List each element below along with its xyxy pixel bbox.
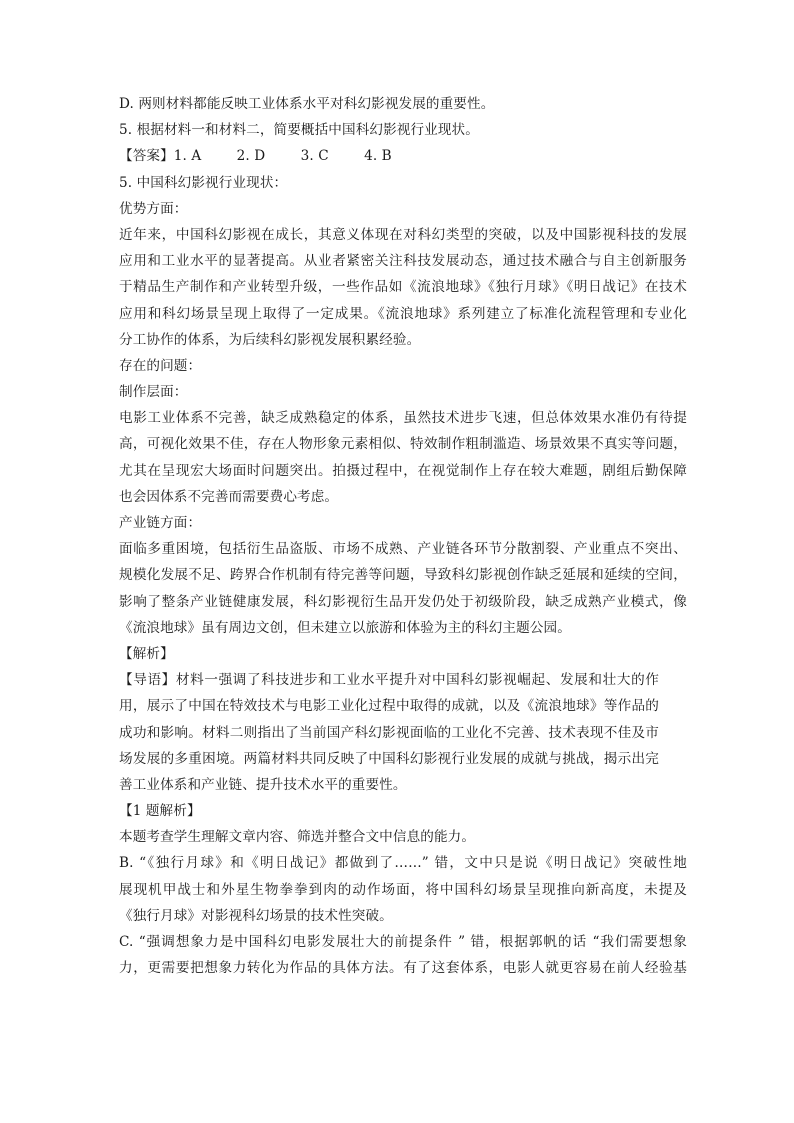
industry-chain-paragraph-line: 《流浪地球》虽有周边文创，但未建立以旅游和体验为主的科幻主题公园。: [119, 619, 571, 636]
industry-chain-paragraph-line: 面临多重困境，包括衍生品盗版、市场不成熟、产业链各环节分散割裂、产业重点不突出、: [119, 541, 687, 558]
document-body: [119, 91, 687, 981]
option-b-analysis-line: 《独行月球》对影视科幻场景的技术性突破。: [119, 907, 393, 924]
advantages-paragraph-line: 于精品生产制作和产业转型升级，一些作品如《流浪地球》《独行月球》《明日战记》在技术: [119, 279, 687, 296]
question-1-analysis-line: 本题考查学生理解文章内容、筛选并整合文中信息的能力。: [119, 829, 476, 846]
question-1-analysis-heading: 【1 题解析】: [119, 803, 201, 820]
option-c-analysis-line: 力，更需要把想象力转化为作品的具体方法。有了这套体系，电影人就更容易在前人经验基: [119, 960, 687, 977]
option-b-analysis-line: B. “《独行月球》和《明日战记》都做到了……” 错，文中只是说《明日战记》突破性地: [119, 855, 687, 872]
guide-paragraph-line: 用，展示了中国在特效技术与电影工业化过程中取得的成就，以及《流浪地球》等作品的: [119, 698, 659, 715]
industry-chain-heading: 产业链方面：: [119, 515, 202, 531]
answer-5-heading: 5. 中国科幻影视行业现状：: [119, 174, 288, 191]
industry-chain-paragraph-line: 影响了整条产业链健康发展，科幻影视衍生品开发仍处于初级阶段，缺乏成熟产业模式，像: [119, 593, 687, 610]
problems-heading: 存在的问题：: [119, 357, 202, 374]
advantages-paragraph-line: 近年来，中国科幻影视在成长，其意义体现在对科幻类型的突破，以及中国影视科技的发展: [119, 226, 687, 243]
question-5-line: 5. 根据材料一和材料二，简要概括中国科幻影视行业现状。: [119, 122, 479, 139]
production-heading: 制作层面：: [119, 384, 188, 401]
production-paragraph-line: 电影工业体系不完善，缺乏成熟稳定的体系，虽然技术进步飞速，但总体效果水准仍有待提: [119, 410, 687, 427]
guide-paragraph-line: 【导语】材料一强调了科技进步和工业水平提升对中国科幻影视崛起、发展和壮大的作: [119, 672, 659, 689]
advantages-paragraph-line: 分工协作的体系，为后续科幻影视发展积累经验。: [119, 331, 421, 348]
guide-paragraph-line: 成功和影响。材料二则指出了当前国产科幻影视面临的工业化不完善、技术表现不佳及市: [119, 724, 659, 741]
advantages-heading: 优势方面：: [119, 200, 188, 217]
industry-chain-paragraph-line: 规模化发展不足、跨界合作机制有待完善等问题，导致科幻影视创作缺乏延展和延续的空间，: [119, 567, 687, 584]
production-paragraph-line: 尤其在呈现宏大场面时问题突出。拍摄过程中，在视觉制作上存在较大难题，剧组后勤保障: [119, 462, 687, 479]
answer-line: 【答案】1. A 2. D 3. C 4. B: [119, 148, 392, 165]
option-d-line: D. 两则材料都能反映工业体系水平对科幻影视发展的重要性。: [119, 96, 495, 112]
guide-paragraph-line: 场发展的多重困境。两篇材料共同反映了中国科幻影视行业发展的成就与挑战，揭示出完: [119, 750, 659, 767]
production-paragraph-line: 也会因体系不完善而需要费心考虑。: [119, 488, 339, 505]
analysis-heading: 【解析】: [119, 645, 174, 662]
guide-paragraph-line: 善工业体系和产业链、提升技术水平的重要性。: [119, 776, 407, 793]
option-c-analysis-line: C. “强调想象力是中国科幻电影发展壮大的前提条件 ” 错，根据郭帆的话 “我们需要想象: [119, 934, 687, 950]
production-paragraph-line: 高，可视化效果不佳，存在人物形象元素相似、特效制作粗制滥造、场景效果不真实等问题，: [119, 436, 687, 453]
advantages-paragraph-line: 应用和科幻场景呈现上取得了一定成果。《流浪地球》系列建立了标准化流程管理和专业化: [119, 305, 687, 322]
option-b-analysis-line: 展现机甲战士和外星生物拳拳到肉的动作场面，将中国科幻场景呈现推向新高度，未提及: [119, 881, 687, 898]
advantages-paragraph-line: 应用和工业水平的显著提高。从业者紧密关注科技发展动态，通过技术融合与自主创新服务: [119, 253, 687, 270]
